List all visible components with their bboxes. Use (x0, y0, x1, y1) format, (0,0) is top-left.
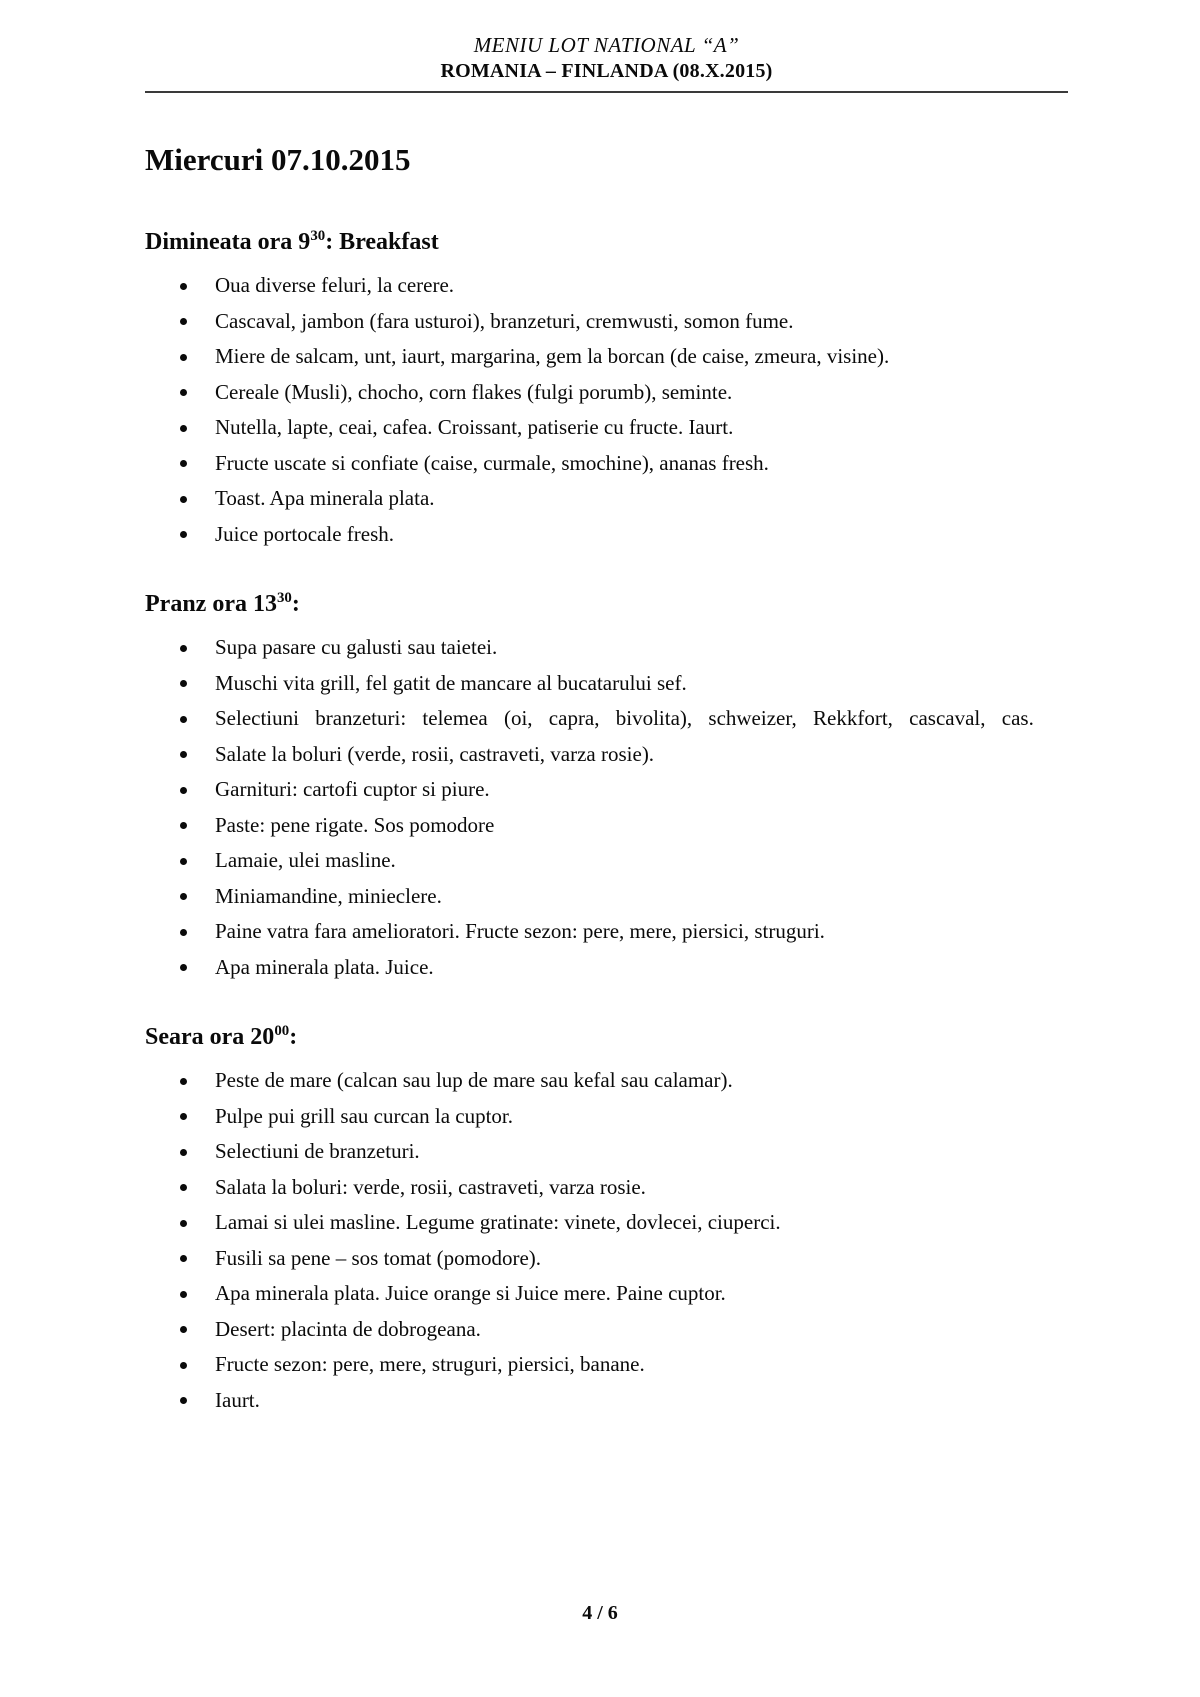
section-heading-breakfast (145, 228, 1068, 256)
menu-list-lunch (145, 630, 1068, 985)
list-item: Fusili sa pene – sos tomat (pomodore). (145, 1241, 1068, 1277)
list-item: Pulpe pui grill sau curcan la cuptor. (145, 1099, 1068, 1135)
header-title: MENIU LOT NATIONAL “A” (473, 33, 740, 57)
list-item: Salata la boluri: verde, rosii, castraveti, varza rosie. (145, 1170, 1068, 1206)
list-item: Miere de salcam, unt, iaurt, margarina, gem la borcan (de caise, zmeura, visine). (145, 339, 1068, 375)
list-item: Juice portocale fresh. (145, 517, 1068, 553)
heading-text: Seara ora 20 (145, 1024, 275, 1050)
list-item: Nutella, lapte, ceai, cafea. Croissant, patiserie cu fructe. Iaurt. (145, 410, 1068, 446)
header-divider (145, 91, 1068, 93)
list-item: Salate la boluri (verde, rosii, castraveti, varza rosie). (145, 737, 1068, 773)
list-item: Lamai si ulei masline. Legume gratinate: vinete, dovlecei, ciuperci. (145, 1205, 1068, 1241)
heading-superscript: 30 (310, 228, 326, 244)
heading-text-suffix: : (289, 1024, 298, 1050)
list-item: Garnituri: cartofi cuptor si piure. (145, 772, 1068, 808)
section-lunch (145, 590, 1068, 985)
list-item: Miniamandine, minieclere. (145, 879, 1068, 915)
section-breakfast (145, 228, 1068, 552)
menu-list-breakfast (145, 268, 1068, 552)
list-item: Apa minerala plata. Juice. (145, 950, 1068, 986)
section-heading-lunch (145, 590, 1068, 618)
heading-text: Pranz ora 13 (145, 591, 277, 617)
heading-text-suffix: : (291, 591, 300, 617)
heading-superscript: 30 (276, 590, 292, 606)
page-title: Miercuri 07.10.2015 (145, 142, 411, 177)
list-item: Selectiuni de branzeturi. (145, 1134, 1068, 1170)
list-item: Apa minerala plata. Juice orange si Juice mere. Paine cuptor. (145, 1276, 1068, 1312)
list-item: Fructe uscate si confiate (caise, curmale, smochine), ananas fresh. (145, 446, 1068, 482)
list-item: Cascaval, jambon (fara usturoi), branzeturi, cremwusti, somon fume. (145, 304, 1068, 340)
header-subtitle: ROMANIA – FINLANDA (08.X.2015) (440, 60, 773, 82)
section-heading-dinner (145, 1023, 1068, 1051)
list-item: Peste de mare (calcan sau lup de mare sau kefal sau calamar). (145, 1063, 1068, 1099)
document-header (145, 32, 1068, 93)
list-item: Iaurt. (145, 1383, 1068, 1419)
list-item: Selectiuni branzeturi: telemea (oi, capra, bivolita), schweizer, Rekkfort, cascaval, cas. (145, 701, 1068, 737)
list-item: Muschi vita grill, fel gatit de mancare al bucatarului sef. (145, 666, 1068, 702)
page-number: 4 / 6 (582, 1602, 618, 1624)
list-item: Fructe sezon: pere, mere, struguri, piersici, banane. (145, 1347, 1068, 1383)
menu-list-dinner (145, 1063, 1068, 1418)
heading-text: Dimineata ora 9 (145, 229, 311, 255)
list-item: Desert: placinta de dobrogeana. (145, 1312, 1068, 1348)
list-item: Paste: pene rigate. Sos pomodore (145, 808, 1068, 844)
heading-superscript: 00 (274, 1023, 290, 1039)
list-item: Oua diverse feluri, la cerere. (145, 268, 1068, 304)
list-item: Supa pasare cu galusti sau taietei. (145, 630, 1068, 666)
list-item: Paine vatra fara amelioratori. Fructe sezon: pere, mere, piersici, struguri. (145, 914, 1068, 950)
list-item: Toast. Apa minerala plata. (145, 481, 1068, 517)
list-item: Lamaie, ulei masline. (145, 843, 1068, 879)
section-dinner (145, 1023, 1068, 1418)
list-item: Cereale (Musli), chocho, corn flakes (fulgi porumb), seminte. (145, 375, 1068, 411)
heading-text-suffix: : Breakfast (325, 229, 439, 255)
